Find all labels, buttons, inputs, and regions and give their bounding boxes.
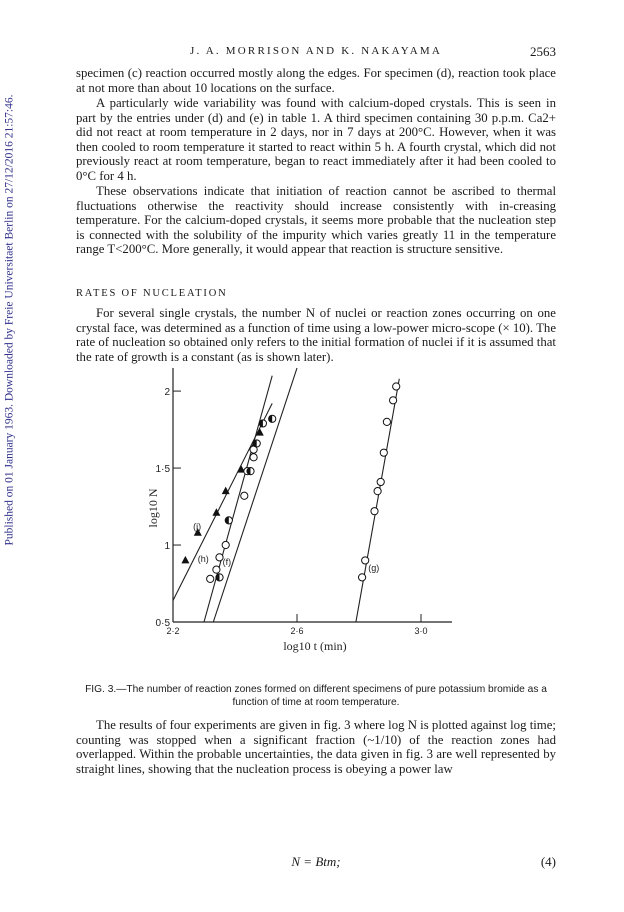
- series-label-g: (g): [368, 563, 380, 574]
- paragraph-nucleation-method: For several single crystals, the number N of nuclei or reaction zones occurring on one crystal face, was determined as a function of time using a low-power micro-scope (× 10). The rate of nucleation so obtained only refers to the initial formation of nuclei if it is assumed that the rate of growth is a constant (as is shown later).: [76, 306, 556, 364]
- data-point-h: [222, 541, 229, 548]
- data-point-h: [241, 492, 248, 499]
- series-label-h: (h): [197, 553, 209, 564]
- paragraph-results: The results of four experiments are given in fig. 3 where log N is plotted against log time; counting was stopped when a significant fraction (~1/10) of the reaction zones had overlapped. Within the probable uncertainties, the data given in fig. 3 are well represented by straight lines, showing that the nucleation process is obeying a power law: [76, 718, 556, 776]
- figure-caption: FIG. 3.—The number of reaction zones formed on different specimens of pure potassium bromide as a function of time at room temperature.: [85, 684, 547, 708]
- equation-power-law: [76, 854, 556, 872]
- series-label-f: (f): [222, 557, 232, 568]
- y-tick-label: 1: [164, 541, 170, 553]
- series-label-j: (j): [193, 521, 202, 532]
- fit-line-h: [204, 376, 272, 622]
- equation-body: N = Btm;: [291, 854, 341, 869]
- data-point-g: [393, 383, 400, 390]
- data-point-g: [377, 478, 384, 485]
- y-tick-label: 2: [164, 387, 170, 399]
- data-point-h: [207, 575, 214, 582]
- equation-number: (4): [540, 854, 556, 869]
- section-heading: RATES OF NUCLEATION: [76, 288, 228, 299]
- y-axis-label: log10 N: [146, 488, 160, 528]
- fit-line-g: [356, 379, 399, 622]
- y-tick-label: 0·5: [155, 618, 170, 629]
- data-point-g: [390, 397, 397, 404]
- data-point-g: [374, 488, 381, 495]
- page-number: 2563: [530, 44, 556, 59]
- page-header: [76, 44, 556, 60]
- paragraph-observations: These observations indicate that initiation of reaction cannot be ascribed to thermal fluctuations otherwise the reactivity should increase consistently with in-creasing temperature. For the calcium-doped crystals, it seems more probable that the nucleation step is connected with the solubility of the impurity which varies greatly 11 in the temperature range T<200°C. More generally, it would appear that reaction is structure sensitive.: [76, 184, 556, 257]
- data-point-g: [371, 508, 378, 515]
- data-point-g: [380, 449, 387, 456]
- publication-stamp: [3, 0, 15, 640]
- x-axis-label: log10 t (min): [283, 639, 347, 653]
- data-point-g: [359, 574, 366, 581]
- running-head: J. A. MORRISON AND K. NAKAYAMA: [189, 45, 442, 57]
- publication-stamp-text: Published on 01 January 1963. Downloaded by Freie Universitaet Berlin on 27/12/2016 21:57:46.: [3, 94, 15, 546]
- paragraph-specimen-c: specimen (c) reaction occurred mostly along the edges. For specimen (d), reaction took place at not more than about 10 locations on the surface.: [76, 66, 556, 95]
- x-tick-label: 2·2: [166, 626, 180, 636]
- data-point-h: [213, 566, 220, 573]
- x-tick-label: 2·6: [290, 626, 304, 636]
- paragraph-calcium-doped: A particularly wide variability was found with calcium-doped crystals. This is seen in part by the entries under (d) and (e) in table 1. A third specimen containing 30 p.p.m. Ca2+ did not react at room temperature in 2 days, nor in 7 days at 200°C. However, when it was then cooled to room temperature it started to react within 5 h. A fourth crystal, which did not previously react at room temperature, began to react immediately after it had been cooled to 0°C for 4 h.: [76, 96, 556, 183]
- nucleation-chart: [140, 360, 470, 660]
- y-tick-label: 1·5: [155, 464, 170, 476]
- data-point-g: [383, 418, 390, 425]
- data-point-h: [250, 454, 257, 461]
- figure-3: [140, 360, 470, 660]
- x-tick-label: 3·0: [414, 626, 428, 636]
- data-point-j: [181, 556, 189, 564]
